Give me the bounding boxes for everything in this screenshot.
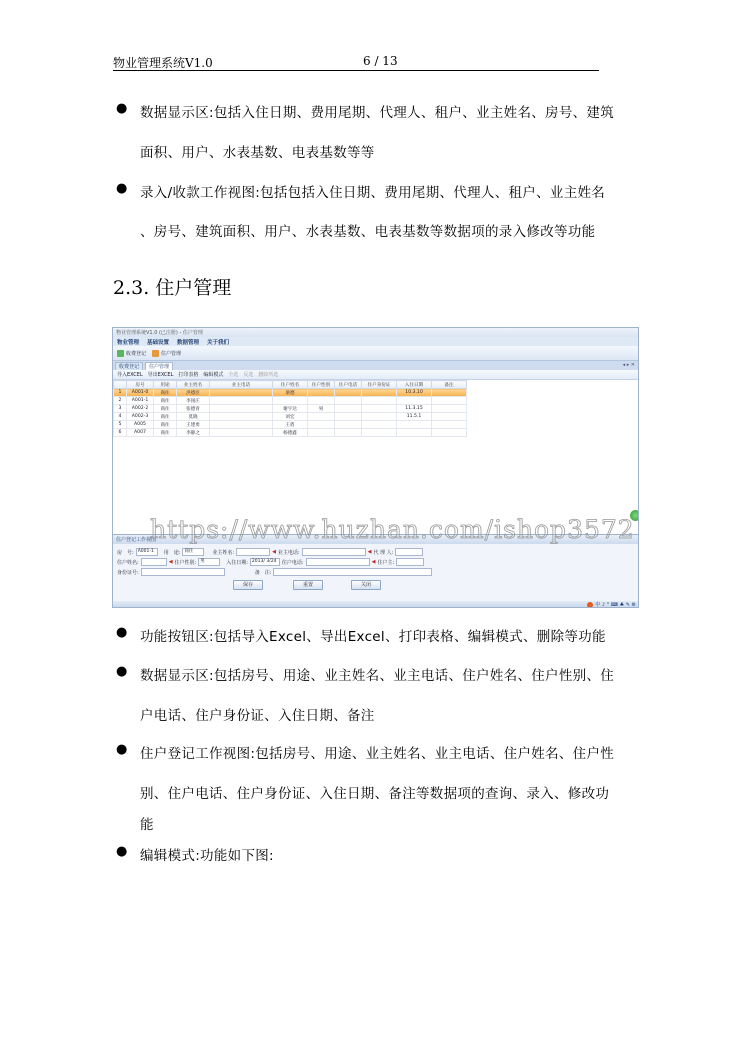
paragraph-line: 数据显示区:包括入住日期、费用尾期、代理人、租户、业主姓名、房号、建筑 [140,105,615,121]
ime-toolbar[interactable]: 中 ♪ ° ⌨ ♣ ✎ ⚙ [587,601,636,608]
paragraph-line: 功能按钮区:包括导入Excel、导出Excel、打印表格、编辑模式、删除等功能 [140,629,606,645]
bullet-icon: ● [116,844,128,859]
paragraph-line: 别、住户电话、住户身份证、入住日期、备注等数据项的查询、录入、修改功 [140,786,610,802]
fee-icon [117,350,124,357]
checkin-date-picker[interactable]: 2013/ 3/24 [250,558,280,566]
user-icon [152,350,159,357]
import-excel-button[interactable]: 导入EXCEL [117,372,143,378]
paragraph-line: 录入/收款工作视图:包括包括入住日期、费用尾期、代理人、租户、业主姓名 [140,185,606,201]
delete-selected-button[interactable]: 删除所选 [258,372,279,378]
bullet-icon: ● [116,664,128,679]
table-row[interactable]: 3 A002-2 商住 张德青 谢宇达 男 11.3.15 [114,405,467,413]
close-button[interactable]: 关闭 [351,580,381,590]
room-select[interactable]: A001-1 [136,548,158,556]
menu-item[interactable]: 物业管理 [117,339,140,346]
toolbar [113,370,638,380]
tenant-name-field[interactable] [141,558,167,566]
menu-item[interactable]: 关于我们 [207,339,230,346]
invert-selection-button[interactable]: 反选 [243,372,254,378]
gender-select[interactable]: 男 [198,558,220,566]
owner-phone-field[interactable] [302,548,366,556]
save-button[interactable]: 保存 [233,580,263,590]
table-row[interactable]: 4 A002-3 商住 莫晓 刘宏 11.5.1 [114,413,467,421]
watermark: https://www.huzhan.com/ishop3572 [150,515,635,544]
paragraph-line: 编辑模式:功能如下图: [140,848,274,864]
tenant-phone-field[interactable] [306,558,370,566]
bullet-icon: ● [116,625,128,640]
print-button[interactable]: 打印表格 [178,372,199,378]
tab-resident[interactable]: 住户管理 [145,362,173,370]
tab-strip [113,361,638,370]
id-card-field[interactable] [141,568,225,576]
edit-mode-button[interactable]: 编辑模式 [203,372,224,378]
table-row[interactable]: 5 A005 商住 王建勇 王盾 [114,421,467,429]
owner-name-field[interactable] [236,548,270,556]
section-heading: 2.3. 住户管理 [113,277,232,299]
paragraph-line: 户电话、住户身份证、入住日期、备注 [140,708,375,724]
bullet-icon: ● [116,101,128,116]
bullet-icon: ● [116,742,128,757]
required-flag-icon: ◀ [272,549,276,555]
table-row[interactable]: 6 A007 商住 李静之 杨德鑫 [114,429,467,437]
agent-field[interactable] [395,548,423,556]
required-flag-icon: ◀ [168,559,173,565]
select-all-button[interactable]: 全选 [228,372,239,378]
tab-fee[interactable]: 收费登记 [115,362,143,370]
ribbon-button-resident[interactable]: 住户管理 [152,350,181,357]
status-bar [113,601,638,608]
app-screenshot [112,327,639,608]
paragraph-line: 、房号、建筑面积、用户、水表基数、电表基数等数据项的录入修改等功能 [140,224,596,240]
data-grid-area [113,380,638,530]
doc-title: 物业管理系统V1.0 [113,56,213,70]
sogou-icon [587,602,593,608]
bullet-icon: ● [116,181,128,196]
export-excel-button[interactable]: 导出EXCEL [147,372,174,378]
data-grid: 房号 用途 业主姓名 业主电话 住户姓名 住户性别 住户电话 住户身份证 入住日期 备注 1 A001-0 商住 洪德臣 梁德 10.3.10 2 A001-1 商住 李国庄 3 A002-2 商住 张德青 谢宇达 男 11.3.15 4 A002-3 商住 莫晓 刘宏 11.5.1 5 A005 商住 王建勇 王盾 6 A007 商住 李静之 杨德鑫 [113,380,467,437]
reset-button[interactable]: 重置 [293,580,323,590]
table-row[interactable]: 1 A001-0 商住 洪德臣 梁德 10.3.10 [114,389,467,397]
required-flag-icon: ◀ [367,549,372,555]
ribbon-button-fee[interactable]: 收费登记 [117,350,146,357]
required-flag-icon: ◀ [371,559,376,565]
window-title: 物业管理系统V1.0 (已注册) - 住户管理 [113,328,638,337]
account-field[interactable] [396,558,424,566]
page-number: 6 / 13 [363,54,398,68]
menu-item[interactable]: 数据管理 [177,339,200,346]
use-select[interactable]: 商住 [182,548,204,556]
page-header [113,52,599,71]
paragraph-line: 数据显示区:包括房号、用途、业主姓名、业主电话、住户姓名、住户性别、住 [140,668,615,684]
paragraph-line: 能 [140,817,154,833]
tab-controls[interactable]: ◂ ▸ ✕ [622,362,635,368]
paragraph-line: 住户登记工作视图:包括房号、用途、业主姓名、业主电话、住户姓名、住户性 [140,746,615,762]
paragraph-line: 面积、用户、水表基数、电表基数等等 [140,145,375,161]
ribbon [113,346,638,361]
menu-item[interactable]: 基础设置 [147,339,170,346]
resident-form-panel: 住户登记工作视图 房 号: A001-1 用 途: 商住 业主姓名: ◀ 业主电话: ◀ 代 理 人: 住户姓名: ◀ 住户性别: 男 入住日期: 2013/ 3/24 住户电话: ◀ 住户主: 身份证号: 备 注: 保存 重置 关闭 中 ♪ ° ⌨ ♣ ✎ ⚙ [113,534,638,608]
table-row[interactable]: 2 A001-1 商住 李国庄 [114,397,467,405]
panel-title: 住户登记工作视图 [113,535,638,544]
note-field[interactable] [273,568,432,576]
menu-bar [113,337,638,346]
